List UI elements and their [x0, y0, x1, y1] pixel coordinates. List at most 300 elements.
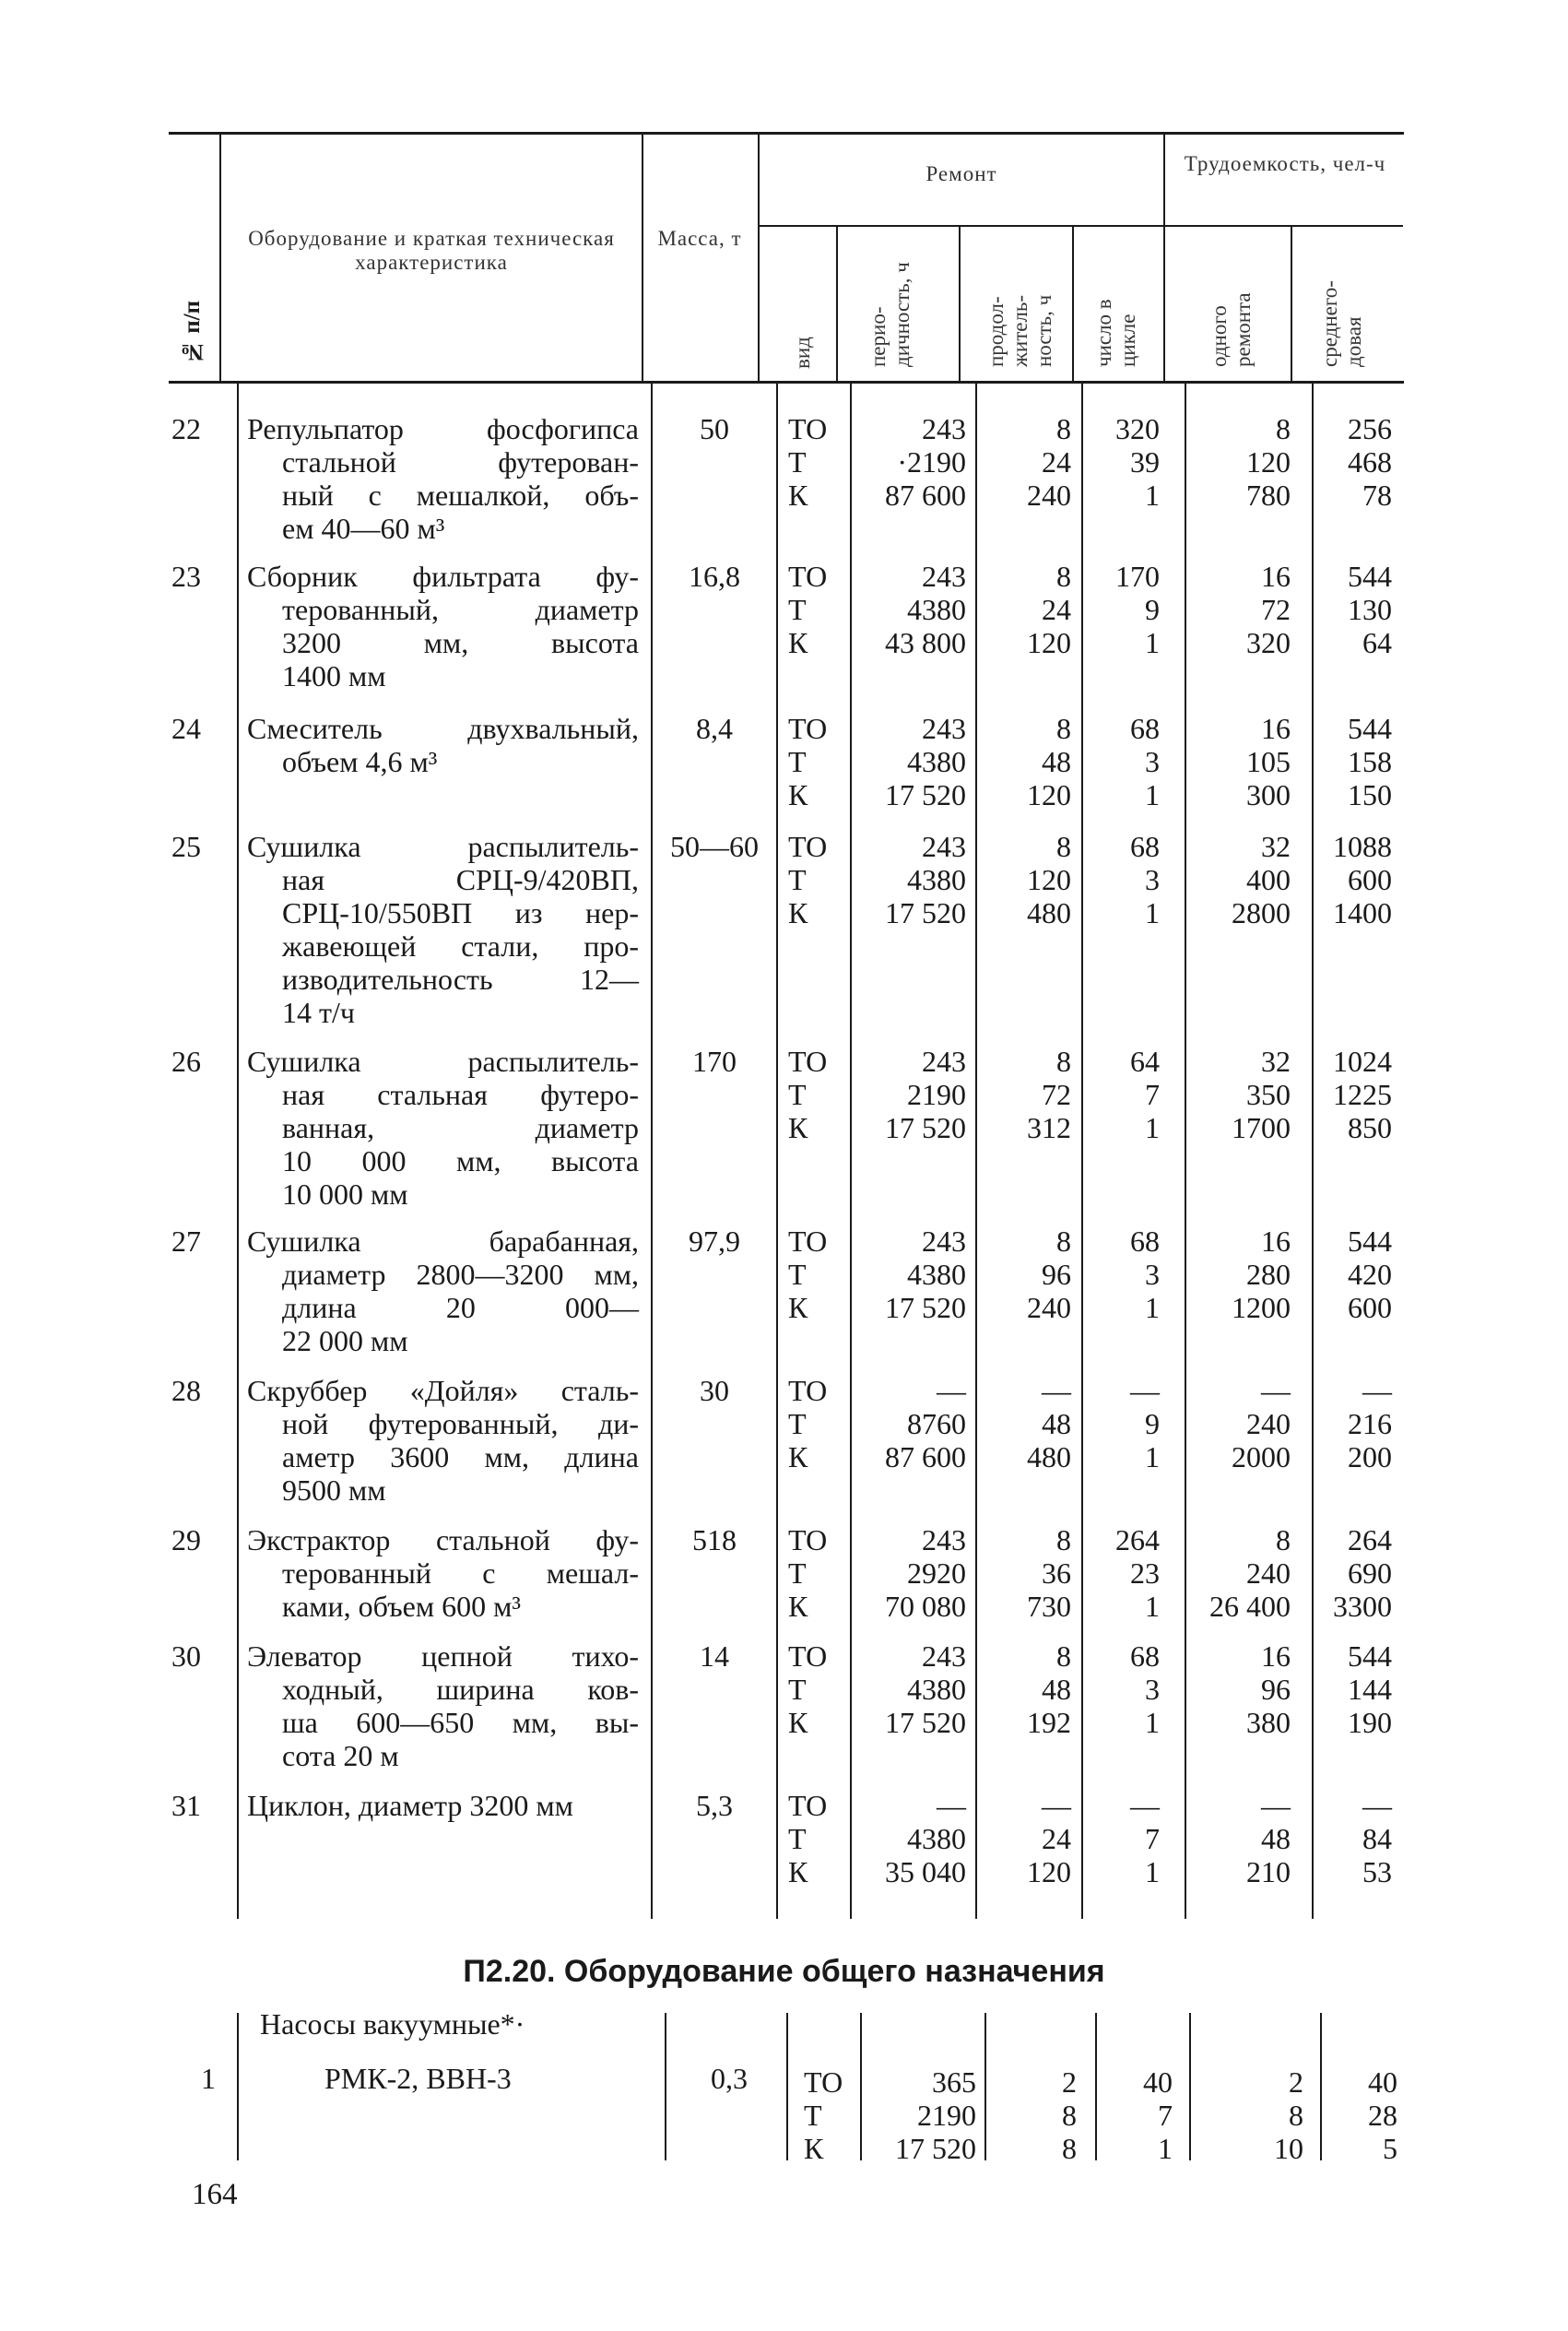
duration-value: 480 [1027, 1440, 1071, 1473]
header-duration: продол- житель- ность, ч [984, 294, 1055, 367]
count-value: 68 [1130, 830, 1160, 863]
mass-value: 50—60 [670, 830, 759, 863]
equipment-description [247, 830, 639, 1029]
periodicity-value: 17 520 [885, 778, 966, 811]
one-repair-value: — [1261, 1789, 1291, 1822]
equipment-description [247, 1639, 639, 1772]
header-divider [1163, 135, 1165, 381]
duration-value: 8 [1056, 1523, 1071, 1556]
count-value: 1 [1145, 479, 1160, 512]
avg-value: 1024 [1333, 1045, 1392, 1078]
repair-type: К [788, 626, 808, 659]
avg-value: 3300 [1333, 1590, 1392, 1623]
avg-value: 64 [1362, 626, 1392, 659]
section-title: П2.20. Оборудование общего назначения [463, 1954, 1105, 1989]
repair-type: Т [788, 1556, 807, 1590]
avg-value: 600 [1348, 1291, 1392, 1324]
avg-value: 468 [1348, 445, 1392, 479]
duration-value: — [1042, 1789, 1071, 1822]
periodicity-value: 4380 [907, 593, 966, 626]
duration-value: 120 [1027, 863, 1071, 896]
one-repair-value: 780 [1246, 479, 1291, 512]
repair-type: ТО [788, 712, 828, 745]
mass-value: 50 [700, 412, 729, 445]
description-line: терованный, диаметр [282, 593, 639, 626]
repair-type: Т [788, 1407, 807, 1440]
description-line: Сушилка распылитель- [247, 830, 639, 863]
row-number: 23 [171, 560, 201, 593]
header-avg: среднего- довая [1318, 280, 1365, 367]
section-avg-value: 40 [1368, 2065, 1397, 2099]
duration-value: 240 [1027, 1291, 1071, 1324]
header-divider [1291, 227, 1292, 381]
header-equipment: Оборудование и краткая техническая характеристика [248, 227, 615, 274]
row-number: 25 [171, 830, 201, 863]
repair-type: К [788, 1590, 808, 1623]
repair-type: К [788, 1111, 808, 1144]
periodicity-value: 8760 [907, 1407, 966, 1440]
description-line: Элеватор цепной тихо- [247, 1639, 639, 1673]
periodicity-value: 2920 [907, 1556, 966, 1590]
header-count: число в цикле [1092, 299, 1139, 367]
section-periodicity-value: 365 [932, 2065, 976, 2099]
section-duration-value: 8 [1062, 2132, 1077, 2165]
one-repair-value: 16 [1261, 560, 1291, 593]
mass-value: 5,3 [696, 1789, 733, 1822]
periodicity-value: 17 520 [885, 896, 966, 929]
periodicity-value: 17 520 [885, 1291, 966, 1324]
header-divider [836, 227, 838, 381]
one-repair-value: 26 400 [1209, 1590, 1291, 1623]
repair-type: Т [788, 1673, 807, 1706]
avg-value: 690 [1348, 1556, 1392, 1590]
description-line: объем 4,6 м³ [282, 745, 438, 778]
repair-type: ТО [788, 830, 828, 863]
avg-value: 53 [1362, 1855, 1392, 1888]
repair-type: Т [788, 1258, 807, 1291]
periodicity-value: 87 600 [885, 1440, 966, 1473]
one-repair-value: 300 [1246, 778, 1291, 811]
count-value: 39 [1130, 445, 1160, 479]
section-avg-value: 28 [1368, 2099, 1397, 2132]
duration-value: 8 [1056, 712, 1071, 745]
one-repair-value: 320 [1246, 626, 1291, 659]
count-value: 1 [1145, 896, 1160, 929]
header-repair-group: Ремонт [925, 162, 997, 185]
periodicity-value: 4380 [907, 1673, 966, 1706]
one-repair-value: 280 [1246, 1258, 1291, 1291]
one-repair-value: 16 [1261, 1225, 1291, 1258]
one-repair-value: 2800 [1232, 896, 1291, 929]
periodicity-value: 4380 [907, 1258, 966, 1291]
description-line: 9500 мм [282, 1473, 386, 1507]
repair-type: ТО [788, 1045, 828, 1078]
one-repair-value: 240 [1246, 1407, 1291, 1440]
repair-type: ТО [788, 1374, 828, 1407]
description-line: ками, объем 600 м³ [282, 1590, 521, 1623]
repair-type: К [788, 1855, 808, 1888]
mass-value: 14 [700, 1639, 729, 1673]
count-value: 7 [1145, 1822, 1160, 1855]
description-line: 10 000 мм [282, 1177, 408, 1211]
mass-value: 518 [692, 1523, 737, 1556]
periodicity-value: 243 [922, 1639, 966, 1673]
body-divider [651, 384, 653, 1919]
periodicity-value: 70 080 [885, 1590, 966, 1623]
description-line: Сушилка распылитель- [247, 1045, 639, 1078]
duration-value: 8 [1056, 1225, 1071, 1258]
one-repair-value: 1200 [1232, 1291, 1291, 1324]
duration-value: 48 [1042, 1407, 1071, 1440]
count-value: 7 [1145, 1078, 1160, 1111]
periodicity-value: — [937, 1374, 966, 1407]
periodicity-value: 43 800 [885, 626, 966, 659]
count-value: 64 [1130, 1045, 1160, 1078]
row-number: 26 [171, 1045, 201, 1078]
repair-type: К [788, 1440, 808, 1473]
header-bottom-rule [169, 381, 1404, 384]
duration-value: 8 [1056, 560, 1071, 593]
description-line: диаметр 2800—3200 мм, [282, 1258, 639, 1291]
repair-type: К [788, 479, 808, 512]
periodicity-value: ·2190 [897, 445, 966, 479]
description-line: Смеситель двухвальный, [247, 712, 639, 745]
description-line: ной футерованный, ди- [282, 1407, 639, 1440]
count-value: 23 [1130, 1556, 1160, 1590]
body-divider [1081, 384, 1083, 1919]
section-count-value: 40 [1143, 2065, 1173, 2099]
count-value: 1 [1145, 1590, 1160, 1623]
page-number: 164 [192, 2178, 238, 2211]
one-repair-value: 96 [1261, 1673, 1291, 1706]
one-repair-value: 105 [1246, 745, 1291, 778]
one-repair-value: 2000 [1232, 1440, 1291, 1473]
table-top-rule [169, 132, 1404, 135]
section-repair-type: Т [804, 2099, 822, 2132]
description-line: Скруббер «Дойля» сталь- [247, 1374, 639, 1407]
subheader-rule [758, 225, 1403, 227]
one-repair-value: 32 [1261, 1045, 1291, 1078]
section-mass-value: 0,3 [711, 2062, 748, 2095]
header-labor-group: Трудоемкость, чел-ч [1184, 152, 1386, 175]
body-divider [1312, 384, 1314, 1919]
count-value: 9 [1145, 593, 1160, 626]
duration-value: 24 [1042, 445, 1071, 479]
duration-value: 24 [1042, 593, 1071, 626]
count-value: 1 [1145, 778, 1160, 811]
section-divider [665, 2013, 666, 2160]
description-line: стальной футерован- [282, 445, 639, 479]
header-divider [1072, 227, 1074, 381]
equipment-description [247, 1045, 639, 1211]
count-value: 68 [1130, 1639, 1160, 1673]
count-value: 3 [1145, 1258, 1160, 1291]
description-line: 3200 мм, высота [282, 626, 639, 659]
periodicity-value: 4380 [907, 1822, 966, 1855]
section-one-repair-value: 2 [1289, 2065, 1303, 2099]
avg-value: 216 [1348, 1407, 1392, 1440]
section-repair-type: ТО [804, 2065, 843, 2099]
equipment-description [247, 560, 639, 692]
row-number: 24 [171, 712, 201, 745]
count-value: 3 [1145, 1673, 1160, 1706]
section-divider [984, 2013, 986, 2160]
avg-value: 78 [1362, 479, 1392, 512]
one-repair-value: 16 [1261, 1639, 1291, 1673]
one-repair-value: 48 [1261, 1822, 1291, 1855]
periodicity-value: 87 600 [885, 479, 966, 512]
duration-value: 120 [1027, 1855, 1071, 1888]
count-value: 1 [1145, 1855, 1160, 1888]
repair-type: ТО [788, 1639, 828, 1673]
description-line: ный с мешалкой, объ- [282, 479, 639, 512]
description-line: Сушилка барабанная, [247, 1225, 639, 1258]
description-line: Экстрактор стальной фу- [247, 1523, 639, 1556]
duration-value: 72 [1042, 1078, 1071, 1111]
section-row-number: 1 [201, 2062, 216, 2095]
description-line: длина 20 000— [282, 1291, 639, 1324]
repair-type: К [788, 1706, 808, 1739]
row-number: 30 [171, 1639, 201, 1673]
header-one-repair: одного ремонта [1208, 292, 1255, 367]
periodicity-value: 243 [922, 1045, 966, 1078]
repair-type: ТО [788, 1225, 828, 1258]
section-divider [1189, 2013, 1191, 2160]
duration-value: 312 [1027, 1111, 1071, 1144]
row-number: 28 [171, 1374, 201, 1407]
duration-value: 96 [1042, 1258, 1071, 1291]
equipment-description [247, 1225, 639, 1357]
duration-value: 240 [1027, 479, 1071, 512]
equipment-description [247, 412, 639, 545]
duration-value: — [1042, 1374, 1071, 1407]
avg-value: 544 [1348, 1225, 1392, 1258]
section-equipment-description: РМК-2, ВВН-3 [324, 2062, 512, 2095]
description-line: Циклон, диаметр 3200 мм [247, 1789, 573, 1822]
body-divider [237, 384, 239, 1919]
avg-value: — [1362, 1374, 1392, 1407]
repair-type: К [788, 896, 808, 929]
avg-value: 144 [1348, 1673, 1392, 1706]
description-line: СРЦ-10/550ВП из нер- [282, 896, 639, 929]
avg-value: 264 [1348, 1523, 1392, 1556]
one-repair-value: 72 [1261, 593, 1291, 626]
avg-value: 600 [1348, 863, 1392, 896]
description-line: изводительность 12— [282, 963, 639, 996]
duration-value: 8 [1056, 1045, 1071, 1078]
avg-value: 544 [1348, 712, 1392, 745]
count-value: 1 [1145, 1440, 1160, 1473]
duration-value: 36 [1042, 1556, 1071, 1590]
count-value: 170 [1115, 560, 1160, 593]
one-repair-value: 8 [1276, 412, 1291, 445]
periodicity-value: 243 [922, 1225, 966, 1258]
avg-value: 544 [1348, 560, 1392, 593]
repair-type: К [788, 778, 808, 811]
periodicity-value: 17 520 [885, 1706, 966, 1739]
section-one-repair-value: 10 [1274, 2132, 1303, 2165]
one-repair-value: 350 [1246, 1078, 1291, 1111]
count-value: — [1130, 1789, 1160, 1822]
mass-value: 16,8 [689, 560, 740, 593]
count-value: 1 [1145, 1111, 1160, 1144]
section-divider [1320, 2013, 1322, 2160]
description-line: жавеющей стали, про- [282, 929, 639, 963]
repair-type: Т [788, 745, 807, 778]
description-line: Сборник фильтрата фу- [247, 560, 639, 593]
description-line: 1400 мм [282, 659, 386, 692]
header-periodicity: перио- дичность, ч [867, 262, 914, 367]
count-value: 9 [1145, 1407, 1160, 1440]
equipment-description [247, 1374, 639, 1507]
repair-type: Т [788, 863, 807, 896]
section-duration-value: 2 [1062, 2065, 1077, 2099]
count-value: 1 [1145, 626, 1160, 659]
avg-value: 150 [1348, 778, 1392, 811]
repair-type: Т [788, 593, 807, 626]
repair-type: К [788, 1291, 808, 1324]
equipment-description [247, 1789, 639, 1822]
periodicity-value: 4380 [907, 863, 966, 896]
description-line: сота 20 м [282, 1739, 399, 1772]
duration-value: 48 [1042, 1673, 1071, 1706]
section-periodicity-value: 17 520 [895, 2132, 976, 2165]
row-number: 22 [171, 412, 201, 445]
description-line: ная стальная футеро- [282, 1078, 639, 1111]
repair-type: Т [788, 445, 807, 479]
equipment-description [247, 1523, 639, 1623]
section-periodicity-value: 2190 [917, 2099, 976, 2132]
periodicity-value: 243 [922, 712, 966, 745]
header-divider [959, 227, 961, 381]
repair-type: ТО [788, 412, 828, 445]
description-line: 14 т/ч [282, 996, 355, 1029]
repair-type: Т [788, 1822, 807, 1855]
section-count-value: 7 [1158, 2099, 1173, 2132]
one-repair-value: 1700 [1232, 1111, 1291, 1144]
count-value: 3 [1145, 745, 1160, 778]
avg-value: 544 [1348, 1639, 1392, 1673]
description-line: 10 000 мм, высота [282, 1144, 639, 1177]
avg-value: 1225 [1333, 1078, 1392, 1111]
periodicity-value: 243 [922, 830, 966, 863]
one-repair-value: 32 [1261, 830, 1291, 863]
avg-value: 158 [1348, 745, 1392, 778]
repair-type: ТО [788, 1789, 828, 1822]
section-avg-value: 5 [1383, 2132, 1397, 2165]
duration-value: 48 [1042, 745, 1071, 778]
periodicity-value: — [937, 1789, 966, 1822]
count-value: 68 [1130, 1225, 1160, 1258]
avg-value: 850 [1348, 1111, 1392, 1144]
section-duration-value: 8 [1062, 2099, 1077, 2132]
section-divider [1095, 2013, 1097, 2160]
section-one-repair-value: 8 [1289, 2099, 1303, 2132]
equipment-description [247, 712, 639, 778]
description-line: ная СРЦ-9/420ВП, [282, 863, 639, 896]
description-line: ходный, ширина ков- [282, 1673, 639, 1706]
one-repair-value: 400 [1246, 863, 1291, 896]
section-repair-type: К [804, 2132, 824, 2165]
one-repair-value: 240 [1246, 1556, 1291, 1590]
periodicity-value: 35 040 [885, 1855, 966, 1888]
avg-value: 256 [1348, 412, 1392, 445]
header-divider [219, 135, 221, 381]
duration-value: 8 [1056, 412, 1071, 445]
description-line: Репульпатор фосфогипса [247, 412, 639, 445]
one-repair-value: 16 [1261, 712, 1291, 745]
one-repair-value: 8 [1276, 1523, 1291, 1556]
avg-value: 1088 [1333, 830, 1392, 863]
one-repair-value: 380 [1246, 1706, 1291, 1739]
section-divider [237, 2013, 239, 2160]
count-value: 1 [1145, 1706, 1160, 1739]
mass-value: 170 [692, 1045, 737, 1078]
periodicity-value: 2190 [907, 1078, 966, 1111]
duration-value: 8 [1056, 830, 1071, 863]
row-number: 27 [171, 1225, 201, 1258]
avg-value: — [1362, 1789, 1392, 1822]
body-divider [776, 384, 778, 1919]
mass-value: 8,4 [696, 712, 733, 745]
avg-value: 84 [1362, 1822, 1392, 1855]
count-value: 3 [1145, 863, 1160, 896]
duration-value: 120 [1027, 626, 1071, 659]
duration-value: 24 [1042, 1822, 1071, 1855]
header-mass: Масса, т [657, 227, 742, 250]
avg-value: 200 [1348, 1440, 1392, 1473]
header-type: вид [791, 337, 814, 369]
repair-type: ТО [788, 560, 828, 593]
description-line: ша 600—650 мм, вы- [282, 1706, 639, 1739]
avg-value: 420 [1348, 1258, 1392, 1291]
repair-type: ТО [788, 1523, 828, 1556]
count-value: 264 [1115, 1523, 1160, 1556]
section-count-value: 1 [1158, 2132, 1173, 2165]
count-value: 68 [1130, 712, 1160, 745]
description-line: терованный с мешал- [282, 1556, 639, 1590]
periodicity-value: 243 [922, 1523, 966, 1556]
header-divider [642, 135, 643, 381]
mass-value: 30 [700, 1374, 729, 1407]
duration-value: 730 [1027, 1590, 1071, 1623]
description-line: 22 000 мм [282, 1324, 408, 1357]
description-line: аметр 3600 мм, длина [282, 1440, 639, 1473]
count-value: 320 [1115, 412, 1160, 445]
description-line: ем 40—60 м³ [282, 512, 445, 545]
section-group-heading: Насосы вакуумные*· [260, 2007, 525, 2041]
duration-value: 8 [1056, 1639, 1071, 1673]
header-no: № п/п [180, 300, 205, 364]
duration-value: 480 [1027, 896, 1071, 929]
count-value: 1 [1145, 1291, 1160, 1324]
section-divider [860, 2013, 862, 2160]
body-divider [975, 384, 977, 1919]
mass-value: 97,9 [689, 1225, 740, 1258]
avg-value: 130 [1348, 593, 1392, 626]
avg-value: 190 [1348, 1706, 1392, 1739]
periodicity-value: 243 [922, 560, 966, 593]
periodicity-value: 4380 [907, 745, 966, 778]
one-repair-value: 210 [1246, 1855, 1291, 1888]
count-value: — [1130, 1374, 1160, 1407]
body-divider [850, 384, 852, 1919]
row-number: 31 [171, 1789, 201, 1822]
avg-value: 1400 [1333, 896, 1392, 929]
one-repair-value: 120 [1246, 445, 1291, 479]
row-number: 29 [171, 1523, 201, 1556]
repair-type: Т [788, 1078, 807, 1111]
